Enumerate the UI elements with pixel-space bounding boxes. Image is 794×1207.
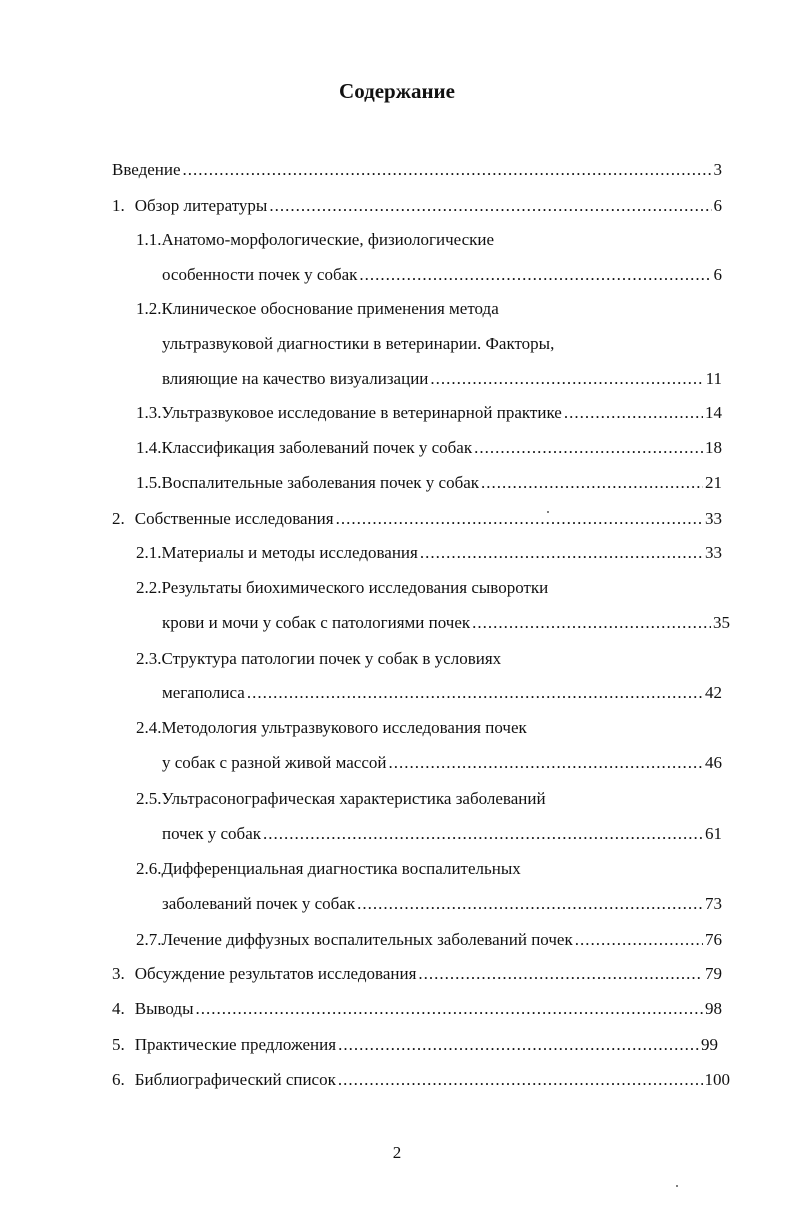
toc-entry-1-1[interactable]	[162, 260, 722, 290]
toc-entry-1-2[interactable]	[162, 364, 722, 394]
toc-entry-text: Обзор литературы	[134, 196, 268, 215]
toc-entry-number: 5.	[112, 1035, 125, 1054]
toc-entry-2-6[interactable]	[162, 889, 722, 919]
toc-entry-1-2-second-line: ультразвуковой диагностики в ветеринарии. Факторы,	[162, 334, 555, 353]
dot-leader	[357, 889, 703, 919]
toc-page-number: 18	[705, 438, 722, 457]
toc-entry-2-2[interactable]	[162, 608, 730, 638]
dot-leader	[472, 608, 711, 638]
toc-entry-1-1-first-line: 1.1.Анатомо-морфологические, физиологические	[136, 230, 495, 249]
toc-entry-1-4[interactable]	[136, 433, 722, 463]
toc-entry-text: почек у собак	[162, 824, 262, 843]
toc-entry-1-3[interactable]	[136, 398, 722, 428]
scan-speck	[676, 1185, 678, 1187]
toc-entry-2-5[interactable]	[162, 819, 722, 849]
toc-entry-2-2-first-line: 2.2.Результаты биохимического исследования сыворотки	[136, 578, 549, 597]
toc-entry-number: 2.	[112, 509, 125, 528]
dot-leader	[388, 748, 703, 778]
toc-page-number: 21	[705, 473, 722, 492]
toc-entry-text: заболеваний почек у собак	[162, 894, 356, 913]
page-title: Содержание	[339, 79, 455, 103]
toc-entry-number: 4.	[112, 999, 125, 1018]
scan-speck	[547, 511, 549, 513]
toc-page-number: 33	[705, 509, 722, 528]
toc-entry-2-1[interactable]	[136, 538, 722, 568]
toc-entry-2-4-first-line: 2.4.Методология ультразвукового исследования почек	[136, 718, 527, 737]
toc-entry-text: Собственные исследования	[134, 509, 334, 528]
toc-entry-2-3[interactable]	[162, 678, 722, 708]
toc-entry-2-5-first-line: 2.5.Ультрасонографическая характеристика заболеваний	[136, 789, 546, 808]
toc-entry-text: влияющие на качество визуализации	[162, 369, 429, 388]
toc-entry-1-5[interactable]	[136, 468, 722, 498]
toc-entry-2[interactable]	[112, 504, 722, 534]
toc-entry-text: 1.4.Классификация заболеваний почек у собак	[136, 438, 473, 457]
toc-entry-1-2-first-line: 1.2.Клиническое обоснование применения метода	[136, 299, 499, 318]
toc-page-number: 3	[713, 160, 722, 179]
dot-leader	[196, 994, 703, 1024]
page-number: 2	[392, 1143, 402, 1162]
toc-entry-text: Выводы	[134, 999, 194, 1018]
dot-leader	[247, 678, 703, 708]
toc-entry-2-7[interactable]	[136, 925, 722, 955]
toc-page-number: 42	[705, 683, 722, 702]
toc-page-number: 76	[705, 930, 722, 949]
toc-page-number: 11	[705, 369, 722, 388]
dot-leader	[263, 819, 703, 849]
dot-leader	[575, 925, 703, 955]
toc-page-number: 98	[705, 999, 722, 1018]
toc-entry-intro[interactable]	[112, 155, 722, 185]
dot-leader	[420, 538, 703, 568]
dot-leader	[338, 1030, 699, 1060]
dot-leader	[359, 260, 711, 290]
toc-page-number: 61	[705, 824, 722, 843]
toc-page-number: 35	[713, 613, 730, 632]
toc-page-number: 79	[705, 964, 722, 983]
dot-leader	[564, 398, 703, 428]
toc-entry-text: Практические предложения	[134, 1035, 337, 1054]
dot-leader	[183, 155, 712, 185]
toc-entry-text: Введение	[112, 160, 181, 179]
toc-entry-number: 6.	[112, 1070, 125, 1089]
toc-entry-text: у собак с разной живой массой	[162, 753, 387, 772]
dot-leader	[430, 364, 703, 394]
toc-entry-2-6-first-line: 2.6.Дифференциальная диагностика воспалительных	[136, 859, 521, 878]
toc-entry-text: крови и мочи у собак с патологиями почек	[162, 613, 471, 632]
toc-entry-text: Обсуждение результатов исследования	[134, 964, 417, 983]
toc-entry-4[interactable]	[112, 994, 722, 1024]
toc-entry-number: 3.	[112, 964, 125, 983]
dot-leader	[336, 504, 703, 534]
dot-leader	[269, 191, 711, 221]
toc-page-number: 99	[701, 1035, 718, 1054]
dot-leader	[481, 468, 703, 498]
toc-entry-text: 1.5.Воспалительные заболевания почек у собак	[136, 473, 480, 492]
toc-entry-text: 2.7.Лечение диффузных воспалительных заболеваний почек	[136, 930, 573, 949]
toc-page-number: 100	[704, 1070, 730, 1089]
dot-leader	[418, 959, 703, 989]
toc-entry-1[interactable]	[112, 191, 722, 221]
toc-page-number: 6	[713, 265, 722, 284]
toc-page-number: 14	[705, 403, 722, 422]
toc-page-number: 6	[713, 196, 722, 215]
toc-entry-text: особенности почек у собак	[162, 265, 358, 284]
dot-leader	[338, 1065, 703, 1095]
toc-entry-3[interactable]	[112, 959, 722, 989]
toc-entry-2-3-first-line: 2.3.Структура патологии почек у собак в условиях	[136, 649, 502, 668]
toc-entry-number: 1.	[112, 196, 125, 215]
toc-entry-5[interactable]	[112, 1030, 718, 1060]
dot-leader	[474, 433, 703, 463]
toc-entry-text: 2.1.Материалы и методы исследования	[136, 543, 418, 562]
toc-entry-text: мегаполиса	[162, 683, 245, 702]
toc-entry-2-4[interactable]	[162, 748, 722, 778]
toc-entry-text: Библиографический список	[134, 1070, 336, 1089]
toc-page-number: 46	[705, 753, 722, 772]
toc-entry-text: 1.3.Ультразвуковое исследование в ветеринарной практике	[136, 403, 562, 422]
toc-entry-6[interactable]	[112, 1065, 730, 1095]
toc-page-number: 33	[705, 543, 722, 562]
toc-page-number: 73	[705, 894, 722, 913]
